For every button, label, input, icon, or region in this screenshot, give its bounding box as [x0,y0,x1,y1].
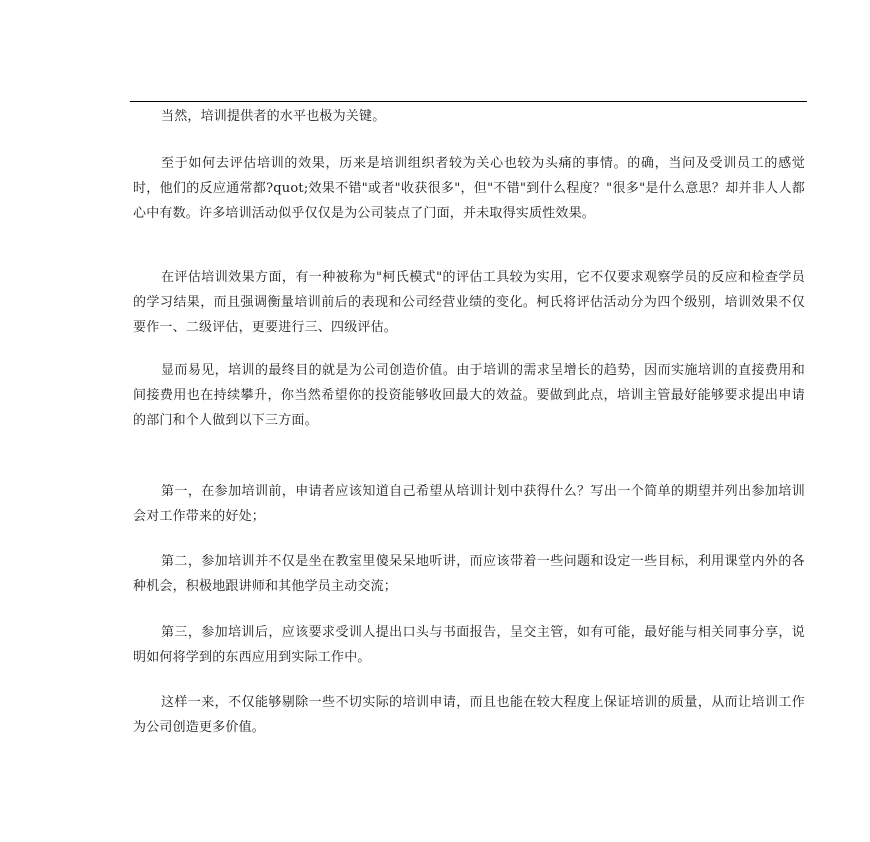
header-rule [130,101,807,102]
paragraph-conclusion: 这样一来，不仅能够剔除一些不切实际的培训申请，而且也能在较大程度上保证培训的质量，从而让培训工作为公司创造更多价值。 [133,695,805,735]
paragraph-step-three: 第三，参加培训后，应该要求受训人提出口头与书面报告，呈交主管，如有可能，最好能与相关同事分享，说明如何将学到的东西应用到实际工作中。 [133,625,805,665]
paragraph-step-one: 第一，在参加培训前，申请者应该知道自己希望从培训计划中获得什么？写出一个简单的期望并列出参加培训会对工作带来的好处； [133,484,805,524]
paragraph-trainer-quality: 当然，培训提供者的水平也极为关键。 [161,109,386,124]
paragraph-kirkpatrick-model: 在评估培训效果方面，有一种被称为"柯氏模式"的评估工具较为实用，它不仅要求观察学员的反应和检查学员的学习结果，而且强调衡量培训前后的表现和公司经营业绩的变化。柯氏将评估活动分为四个级别，培训效果不仅要作一、二级评估，更要进行三、四级评估。 [133,270,805,335]
paragraph-evaluation-difficulty: 至于如何去评估培训的效果，历来是培训组织者较为关心也较为头痛的事情。的确，当问及受训员工的感觉时，他们的反应通常都?quot;效果不错"或者"收获很多"，但"不错"到什么程度？"很多"是什么意思？却并非人人都心中有数。许多培训活动似乎仅仅是为公司装点了门面，并未取得实质性效果。 [133,156,805,221]
paragraph-training-value: 显而易见，培训的最终目的就是为公司创造价值。由于培训的需求呈增长的趋势，因而实施培训的直接费用和间接费用也在持续攀升，你当然希望你的投资能够收回最大的效益。要做到此点，培训主管最好能够要求提出申请的部门和个人做到以下三方面。 [133,363,805,428]
paragraph-step-two: 第二，参加培训并不仅是坐在教室里傻呆呆地听讲，而应该带着一些问题和设定一些目标，利用课堂内外的各种机会，积极地跟讲师和其他学员主动交流； [133,554,805,594]
